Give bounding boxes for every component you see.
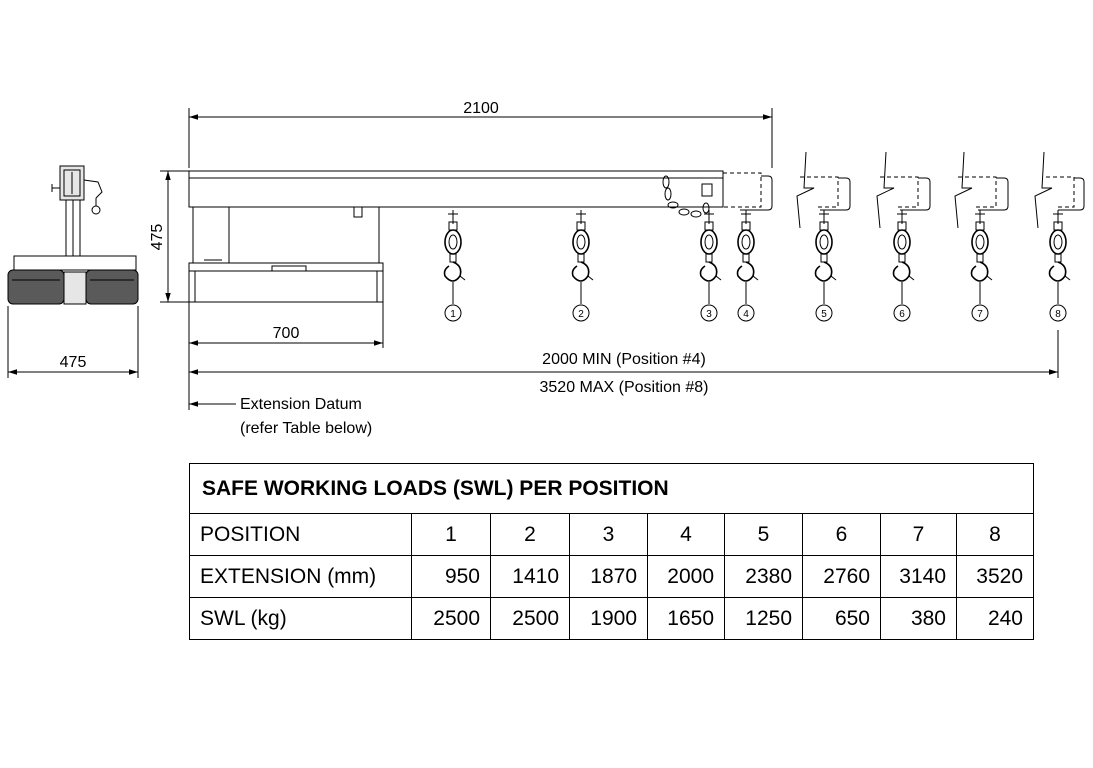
row-label: SWL (kg) [190,598,412,640]
extended-beam-outlines [797,152,1084,228]
table-cell: 5 [725,514,803,556]
table-cell: 1870 [570,556,648,598]
table-row-swl [190,598,1034,640]
hook-position-label: 6 [899,309,905,320]
hook-positions [445,210,1071,321]
hook-symbol [573,210,594,321]
table-cell: 1900 [570,598,648,640]
side-view [149,100,1084,437]
hook-position-label: 1 [450,309,456,320]
table-cell: 8 [957,514,1034,556]
min-extension-label: 2000 MIN (Position #4) [542,351,706,368]
table-cell: 1650 [648,598,725,640]
hook-symbol [972,210,993,321]
datum-note-line2: (refer Table below) [240,420,373,437]
beam-length-label: 2100 [463,100,499,117]
table-cell: 2380 [725,556,803,598]
hook-symbol [1050,210,1071,321]
datum-note-line1: Extension Datum [240,396,362,413]
table-cell: 1410 [491,556,570,598]
end-view [8,166,138,378]
table-cell: 2500 [491,598,570,640]
hook-symbol [445,210,466,321]
row-label: POSITION [190,514,412,556]
table-cell: 6 [803,514,881,556]
table-cell: 2000 [648,556,725,598]
table-row-extension [190,556,1034,598]
row-label: EXTENSION (mm) [190,556,412,598]
max-extension-label: 3520 MAX (Position #8) [539,379,709,396]
base-extension-label: 700 [272,325,300,342]
table-cell: 1 [412,514,491,556]
table-cell: 240 [957,598,1034,640]
table-cell: 950 [412,556,491,598]
hook-position-label: 2 [578,309,584,320]
height-label: 475 [149,223,166,251]
table-cell: 2500 [412,598,491,640]
hook-position-label: 4 [743,309,749,320]
table-cell: 4 [648,514,725,556]
table-title: SAFE WORKING LOADS (SWL) PER POSITION [190,464,1034,514]
hook-position-label: 8 [1055,309,1061,320]
table-cell: 3520 [957,556,1034,598]
table-cell: 380 [881,598,957,640]
base-width-label: 475 [59,354,87,371]
table-cell: 7 [881,514,957,556]
table-cell: 2 [491,514,570,556]
hook-symbol [738,210,759,321]
table-row-position [190,514,1034,556]
hook-symbol [701,210,722,321]
table-cell: 3140 [881,556,957,598]
table-title-row [190,464,1034,514]
table-cell: 3 [570,514,648,556]
safety-chain [663,176,712,217]
table-cell: 650 [803,598,881,640]
hook-position-label: 5 [821,309,827,320]
hook-position-label: 7 [977,309,983,320]
hook-symbol [816,210,837,321]
table-cell: 1250 [725,598,803,640]
swl-table [189,463,1034,640]
hook-position-label: 3 [706,309,712,320]
hook-symbol [894,210,915,321]
table-cell: 2760 [803,556,881,598]
